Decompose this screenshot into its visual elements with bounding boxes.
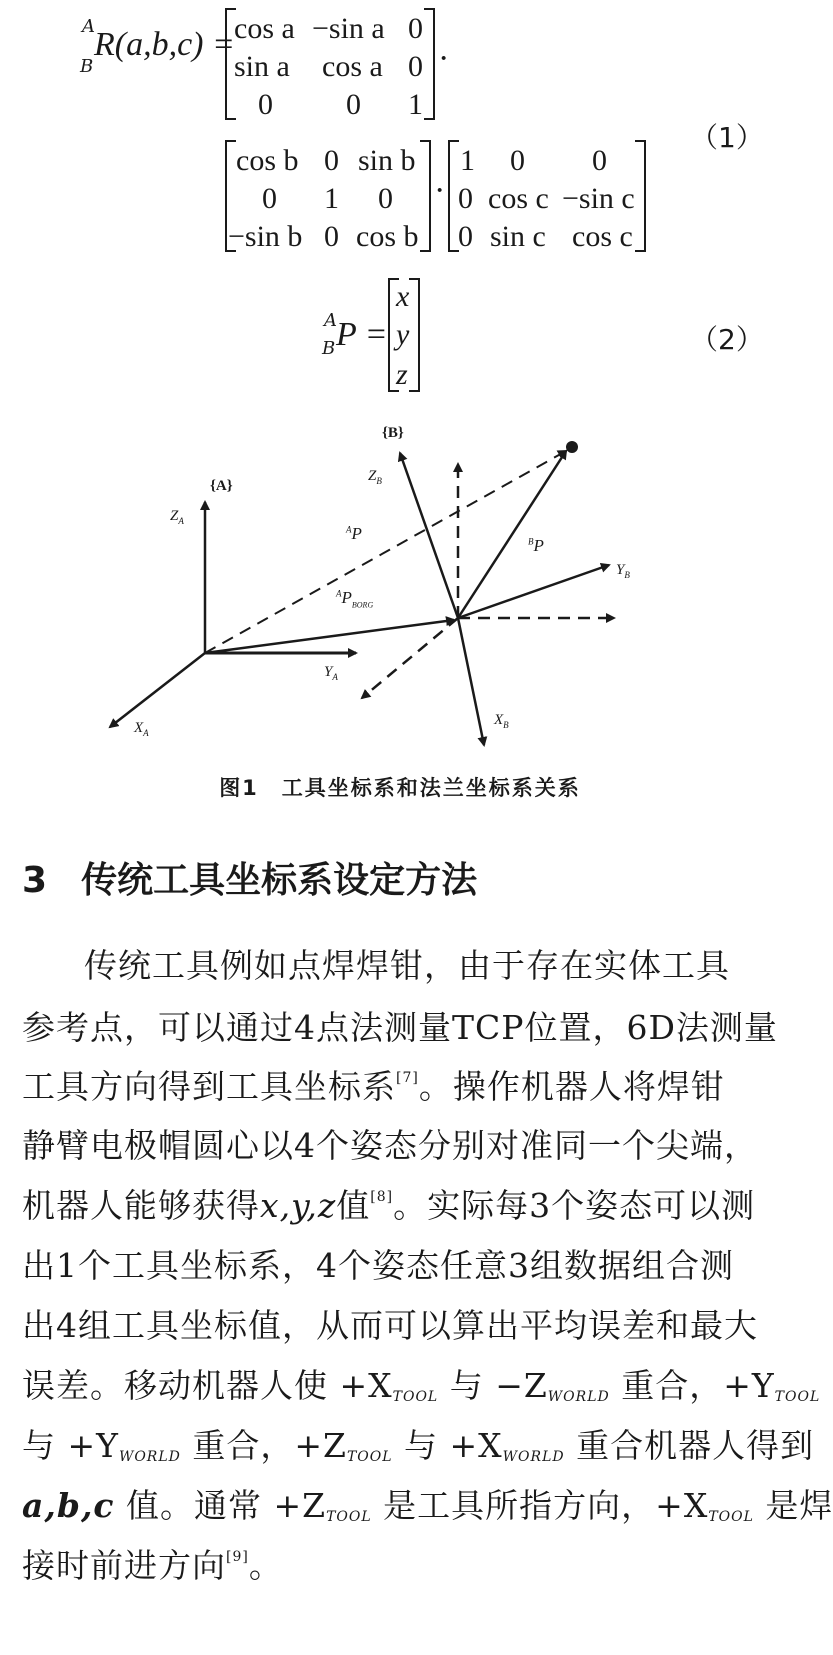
matrix-cell: 0 [262, 182, 277, 215]
label-bp: $^B$P [528, 536, 544, 555]
body-line: 误差。移动机器人使 $+X_{TOOL}$ 与 $-Z_{WORLD}$ 重合，$+Y_{TOOL}$ [22, 1366, 821, 1405]
matrix-cell: cos c [488, 182, 549, 215]
eq1-lhs-superscript: A [82, 16, 95, 37]
equation-number-2: （2） [690, 323, 764, 356]
label-xb: $X_B$ [494, 712, 509, 730]
axis-xb [458, 618, 484, 745]
matrix-cell: 0 [346, 88, 361, 121]
matrix-cell: sin b [358, 144, 416, 177]
label-ap: $^A$P [346, 524, 362, 543]
label-ap-borg: $^AP_{BORG}$ [336, 588, 374, 610]
eq1-lhs: R(a,b,c) = [94, 26, 235, 63]
citation-9: [9] [226, 1549, 249, 1565]
matrix-cell: 0 [258, 88, 273, 121]
vector-cell: y [396, 318, 410, 351]
body-line: a,b,c 值。通常 $+Z_{TOOL}$ 是工具所指方向，$+X_{TOOL}$ 是焊 [22, 1486, 833, 1525]
body-line: 参考点，可以通过4点法测量TCP位置，6D法测量 [22, 1008, 778, 1047]
vector-ap [205, 451, 566, 653]
axis-xa [110, 653, 205, 727]
label-za: $Z_A$ [170, 508, 184, 526]
matrix-cell: 0 [458, 182, 473, 215]
label-xa: $X_A$ [134, 720, 149, 738]
matrix-cell: 0 [324, 220, 339, 253]
matrix-cell: cos b [236, 144, 299, 177]
body-line: 出1个工具坐标系，4个姿态任意3组数据组合测 [22, 1246, 734, 1285]
citation-7: [7] [396, 1070, 419, 1086]
figure-caption: 图1 工具坐标系和法兰坐标系关系 [219, 776, 581, 800]
matrix-cell: cos a [234, 12, 295, 45]
axis-zb [400, 453, 458, 618]
matrix-cell: 0 [592, 144, 607, 177]
matrix-cell: 0 [408, 50, 423, 83]
eq2-lhs: P = [336, 316, 388, 353]
section-number: 3 [22, 860, 48, 901]
equation-number-1: （1） [690, 121, 764, 154]
body-line: 出4组工具坐标值，从而可以算出平均误差和最大 [22, 1306, 758, 1345]
body-line: 与 $+Y_{WORLD}$ 重合，$+Z_{TOOL}$ 与 $+X_{WORLD}$ 重合机器人得到 [22, 1426, 815, 1465]
body-line: 传统工具例如点焊焊钳，由于存在实体工具 [84, 946, 730, 985]
section-heading [22, 852, 477, 903]
matrix-cell: cos c [572, 220, 633, 253]
matrix-cell: 0 [408, 12, 423, 45]
label-frame-b: {B} [382, 425, 404, 441]
matrix-cell: 1 [408, 88, 423, 121]
label-yb: $Y_B$ [616, 562, 630, 580]
matrix-cell: 0 [458, 220, 473, 253]
vector-cell: x [396, 280, 410, 313]
matrix-cell: −sin c [562, 182, 635, 215]
matrix-cell: 1 [460, 144, 475, 177]
matrix-cell: 0 [510, 144, 525, 177]
multiply-dot: · [438, 40, 450, 77]
matrix-cell: 0 [378, 182, 393, 215]
label-frame-a: {A} [210, 478, 233, 494]
eq1-lhs-subscript: B [80, 56, 94, 77]
body-line: 机器人能够获得x,y,z值[8]。实际每3个姿态可以测 [22, 1186, 756, 1225]
matrix-cell: cos b [356, 220, 419, 253]
vector-bp [458, 451, 566, 618]
vector-ap-borg [205, 620, 454, 653]
body-line: 工具方向得到工具坐标系[7]。操作机器人将焊钳 [22, 1067, 725, 1106]
matrix-cell: 1 [324, 182, 339, 215]
matrix-cell: sin c [490, 220, 546, 253]
matrix-cell: −sin a [312, 12, 385, 45]
body-line: 接时前进方向[9]。 [22, 1546, 283, 1585]
axis-yb [458, 565, 609, 618]
target-point [566, 441, 578, 453]
body-line: 静臂电极帽圆心以4个姿态分别对准同一个尖端， [22, 1126, 758, 1165]
matrix-cell: cos a [322, 50, 383, 83]
vector-cell: z [396, 358, 408, 391]
matrix-cell: sin a [234, 50, 290, 83]
coordinate-frames-diagram [0, 0, 800, 800]
multiply-dot: · [434, 172, 446, 209]
label-zb: $Z_B$ [368, 468, 382, 486]
section-title: 传统工具坐标系设定方法 [81, 860, 478, 901]
eq2-lhs-superscript: A [324, 310, 337, 331]
matrix-cell: −sin b [228, 220, 303, 253]
matrix-cell: 0 [324, 144, 339, 177]
eq2-lhs-subscript: B [322, 338, 336, 359]
citation-8: [8] [370, 1189, 394, 1205]
label-ya: $Y_A$ [324, 664, 338, 682]
